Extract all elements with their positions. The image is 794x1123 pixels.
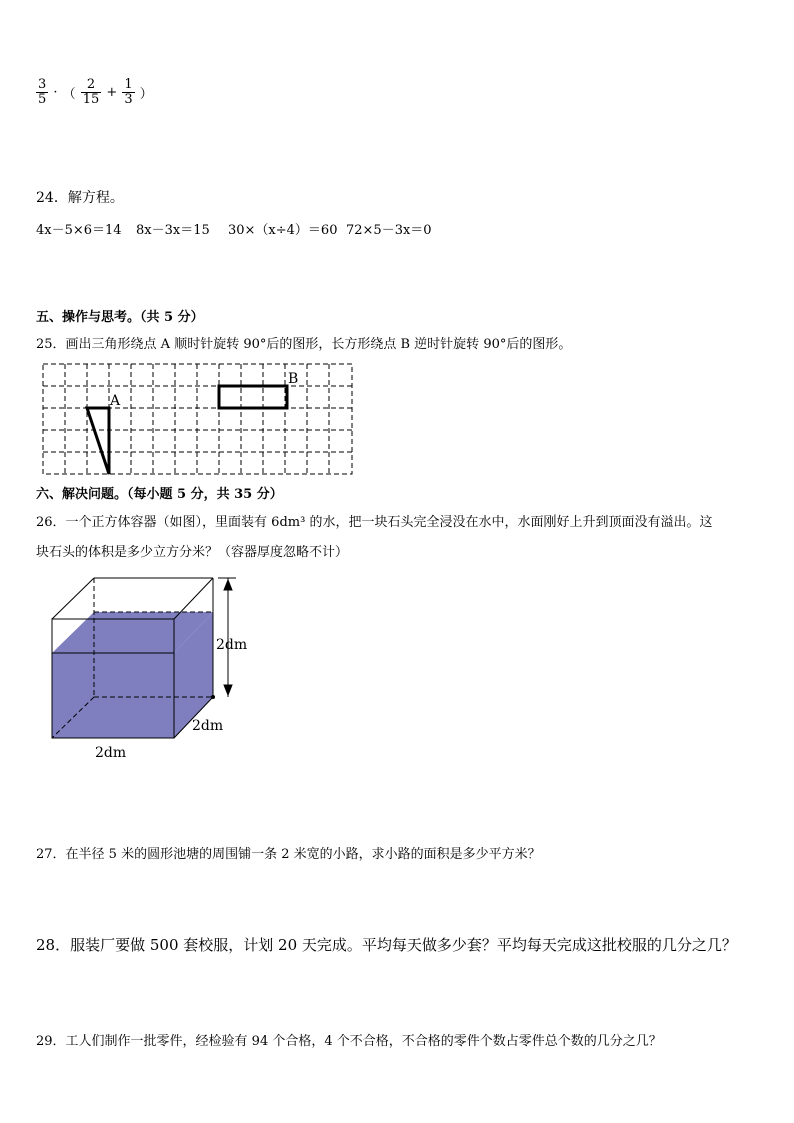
fraction-2-15: $\frac{2}{15}$ <box>82 77 100 107</box>
rectangle-shape <box>219 386 287 408</box>
q24-equation-3: 30×（x÷4）＝60 <box>228 223 338 238</box>
q24-title: 24．解方程。 <box>36 190 124 206</box>
q24-equation-4: 72×5－3x＝0 <box>346 223 432 238</box>
dot-operator: · <box>53 85 58 100</box>
section-6-heading: 六、解决问题。（每小题 5 分，共 35 分） <box>36 487 283 502</box>
q29-text: 29．工人们制作一批零件，经检验有 94 个合格，4 个不合格，不合格的零件个数占零件总个数的几分之几？ <box>36 1034 662 1049</box>
plus-operator: + <box>106 85 118 100</box>
q27-text: 27．在半径 5 米的圆形池塘的周围铺一条 2 米宽的小路，求小路的面积是多少平方米？ <box>36 847 541 862</box>
expression-23 <box>36 78 153 107</box>
point-b-label: B <box>288 371 299 387</box>
depth-label: 2dm <box>192 718 224 734</box>
section-5-heading: 五、操作与思考。（共 5 分） <box>36 310 204 325</box>
width-label: 2dm <box>95 745 127 761</box>
q24-equation-1: 4x－5×6＝14 <box>36 223 122 238</box>
point-a-label: A <box>110 393 121 409</box>
q25-text: 25．画出三角形绕点 A 顺时针旋转 90°后的图形，长方形绕点 B 逆时针旋转 90°后的图形。 <box>36 337 572 352</box>
left-paren: （ <box>62 87 76 102</box>
q26-text-line-2: 块石头的体积是多少立方分米？（容器厚度忽略不计） <box>36 545 349 560</box>
right-paren: ） <box>139 87 153 102</box>
q24-equation-2: 8x－3x＝15 <box>136 223 210 238</box>
corner-dot <box>211 695 215 699</box>
q26-text-line-1: 26．一个正方体容器（如图），里面装有 6dm³ 的水，把一块石头完全浸没在水中，水面刚好上升到顶面没有溢出。这 <box>36 515 713 530</box>
height-label: 2dm <box>216 637 248 653</box>
water-front-face <box>52 653 174 738</box>
fraction-1-3: $\frac{1}{3}$ <box>124 77 133 107</box>
q28-text: 28．服装厂要做 500 套校服，计划 20 天完成。平均每天做多少套？平均每天完成这批校服的几分之几？ <box>36 936 737 954</box>
rotation-grid-figure <box>40 362 356 478</box>
triangle-shape <box>87 408 109 474</box>
fraction-3-5: $\frac{3}{5}$ <box>38 77 47 107</box>
cube-container-figure <box>40 572 260 762</box>
